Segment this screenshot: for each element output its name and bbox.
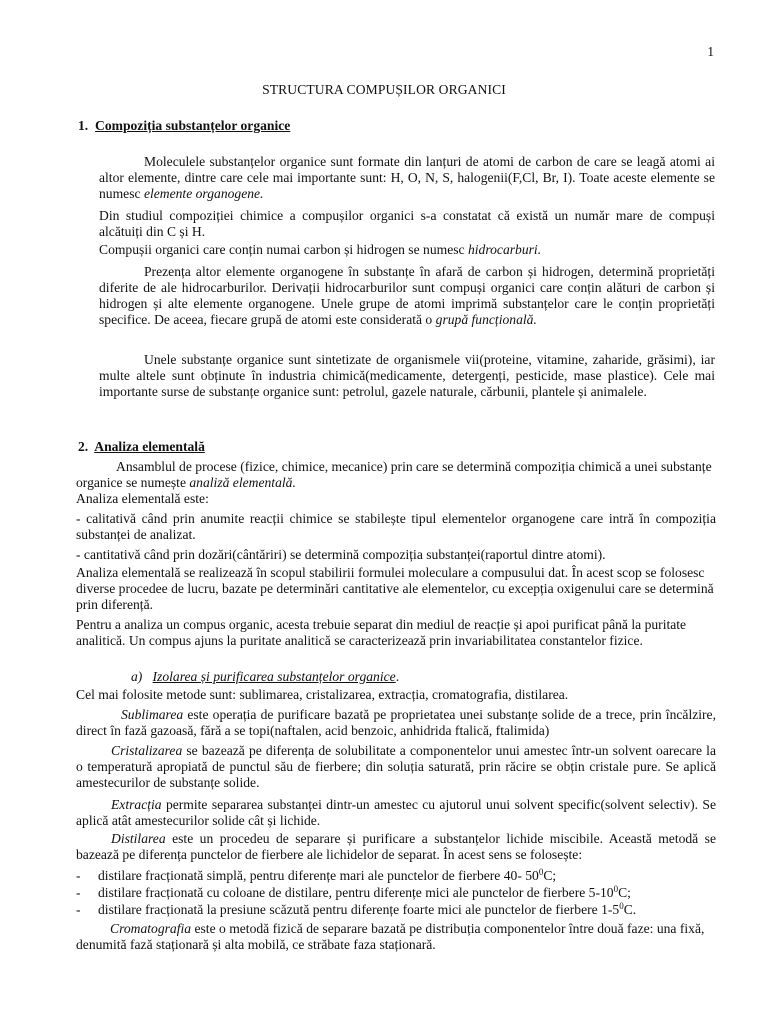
section-2-number: 2. bbox=[78, 439, 89, 454]
section-1-number: 1. bbox=[78, 118, 89, 133]
paragraph: Analiza elementală se realizează în scopul stabilirii formulei moleculare a compusului dat. În acest scop se folosesc diverse procedee de lucru, bazate pe determinări cantitative ale elementelor, cu excepția oxigenului care se determină prin diferență. bbox=[76, 565, 714, 612]
term: Cristalizarea bbox=[111, 743, 183, 758]
list-text: distilare fracționată cu coloane de distilare, pentru diferențe mici ale punctelor de fierbere 5-10 bbox=[98, 885, 614, 900]
section-2-title: Analiza elementală bbox=[94, 439, 205, 454]
term: Distilarea bbox=[111, 831, 166, 846]
subsection-title-dot: . bbox=[395, 669, 400, 684]
term: Extracția bbox=[111, 797, 162, 812]
list-bullet: - bbox=[76, 885, 81, 900]
list-item-text bbox=[98, 885, 631, 901]
paragraph-text: Compușii organici care conțin numai carbon și hidrogen se numesc bbox=[99, 242, 468, 257]
section-1-heading bbox=[78, 118, 290, 134]
paragraph-text: Ansamblul de procese (fizice, chimice, mecanice) prin care se determină compoziția chimică a unei substanțe organice se numește bbox=[76, 459, 712, 490]
unit: C; bbox=[543, 868, 557, 883]
paragraph bbox=[76, 831, 716, 863]
paragraph-text: este operația de purificare bazată pe proprietatea unei substanțe solide de a trece, prin încălzire, direct în fază gazoasă, fără a se topi(naftalen, acid benzoic, anhidrida ftalică, ftalimida) bbox=[76, 707, 716, 738]
page-number: 1 bbox=[707, 44, 714, 59]
paragraph bbox=[76, 921, 716, 953]
paragraph-text: este un procedeu de separare și purificare a substanțelor lichide miscibile. Această metodă se bazează pe diferența punctelor de fierbere ale lichidelor de separat. În acest sens se folosește: bbox=[76, 831, 716, 862]
emphasis: grupă funcțională. bbox=[435, 312, 537, 327]
subsection-a-heading bbox=[131, 669, 399, 685]
paragraph-text: Prezența altor elemente organogene în substanțe în afară de carbon și hidrogen, determină proprietăți diferite de ale hidrocarburilor. Derivații hidrocarburilor sunt compuși organici care conțin alături de carbon și hidrogen și alte elemente organogene. Unele grupe de atomi imprimă substanțelor care le conțin proprietăți specifice. De aceea, fiecare grupă de atomi este considerată o bbox=[99, 264, 715, 327]
paragraph: Pentru a analiza un compus organic, acesta trebuie separat din mediul de reacție și apoi purificat până la puritate analitică. Un compus ajuns la puritate analitică se caracterizează prin invariabilitatea constantelor fizice. bbox=[76, 617, 687, 648]
paragraph bbox=[76, 459, 716, 491]
paragraph-text: permite separarea substanței dintr-un amestec cu ajutorul unui solvent specific(solvent selectiv). Se aplică atât amestecurilor solide cât și lichide. bbox=[76, 797, 716, 828]
paragraph: Unele substanțe organice sunt sintetizate de organismele vii(proteine, vitamine, zaharide, grăsimi), iar multe altele sunt obținute în industria chimică(medicamente, detergenți, pesticide, mase plastice). Cele mai importante surse de substanțe organice sunt: petrolul, gazele naturale, cărbunii, plantele și animalele. bbox=[99, 352, 715, 399]
paragraph: Cel mai folosite metode sunt: sublimarea, cristalizarea, extracția, cromatografia, distilarea. bbox=[76, 687, 569, 702]
paragraph bbox=[99, 264, 715, 328]
list-item bbox=[76, 902, 716, 919]
paragraph: Din studiul compoziției chimice a compușilor organici s-a constatat că există un număr mare de compuși alcătuiți din C și H. bbox=[99, 208, 715, 239]
distillation-list bbox=[76, 868, 716, 919]
paragraph-text: Moleculele substanțelor organice sunt formate din lanțuri de atomi de carbon de care se leagă atomi ai altor elemente, dintre care cele mai importante sunt: H, O, N, S, halogenii(F,Cl, Br, I). Toate aceste elemente se numesc bbox=[99, 154, 715, 201]
section-2-heading bbox=[78, 439, 205, 455]
paragraph bbox=[76, 743, 716, 791]
list-bullet: - bbox=[76, 902, 81, 917]
subsection-title: Izolarea și purificarea substanțelor organice bbox=[152, 669, 396, 684]
list-text: distilare fracționată simplă, pentru diferențe mari ale punctelor de fierbere 40- 50 bbox=[98, 868, 539, 883]
term: Cromatografia bbox=[110, 921, 192, 936]
list-item-text bbox=[98, 868, 556, 884]
paragraph bbox=[99, 242, 715, 258]
paragraph: Analiza elementală este: bbox=[76, 491, 209, 506]
paragraph-text: se bazează pe diferența de solubilitate a componentelor unui amestec într-un solvent oarecare la o temperatură apropiată de punctul său de fierbere; din soluția saturată, prin răcire se obțin cristale pure. Se aplică amestecurilor de substanțe solide. bbox=[76, 743, 716, 790]
unit: C; bbox=[618, 885, 631, 900]
subsection-label: a) bbox=[131, 669, 143, 684]
unit: C. bbox=[623, 902, 637, 917]
emphasis: hidrocarburi. bbox=[467, 242, 542, 257]
emphasis: elemente organogene. bbox=[143, 186, 264, 201]
list-item bbox=[76, 885, 716, 902]
paragraph: - calitativă când prin anumite reacții chimice se stabilește tipul elementelor organogene care intră în compoziția substanței de analizat. bbox=[76, 511, 716, 542]
section-1-title: Compoziția substanțelor organice bbox=[95, 118, 291, 133]
degree-mark: 0 bbox=[538, 867, 544, 877]
paragraph bbox=[76, 797, 716, 829]
paragraph-text: este o metodă fizică de separare bazată pe distribuția componentelor între două faze: una fixă, denumită fază staționară și alta mobilă, ce străbate faza staționară. bbox=[76, 921, 705, 952]
emphasis: analiză elementală. bbox=[189, 475, 296, 490]
list-item-text bbox=[98, 902, 636, 918]
paragraph bbox=[76, 707, 716, 739]
document-title: STRUCTURA COMPUȘILOR ORGANICI bbox=[262, 82, 506, 97]
degree-mark: 0 bbox=[613, 884, 619, 894]
paragraph: - cantitativă când prin dozări(cântăriri) se determină compoziția substanței(raportul dintre atomi). bbox=[76, 547, 606, 562]
term: Sublimarea bbox=[121, 707, 184, 722]
paragraph bbox=[99, 154, 715, 202]
degree-mark: 0 bbox=[619, 901, 624, 911]
list-bullet: - bbox=[76, 868, 81, 883]
list-text: distilare fracționată la presiune scăzută pentru diferențe foarte mici ale punctelor de fierbere 1-5 bbox=[98, 902, 620, 917]
list-item bbox=[76, 868, 716, 885]
